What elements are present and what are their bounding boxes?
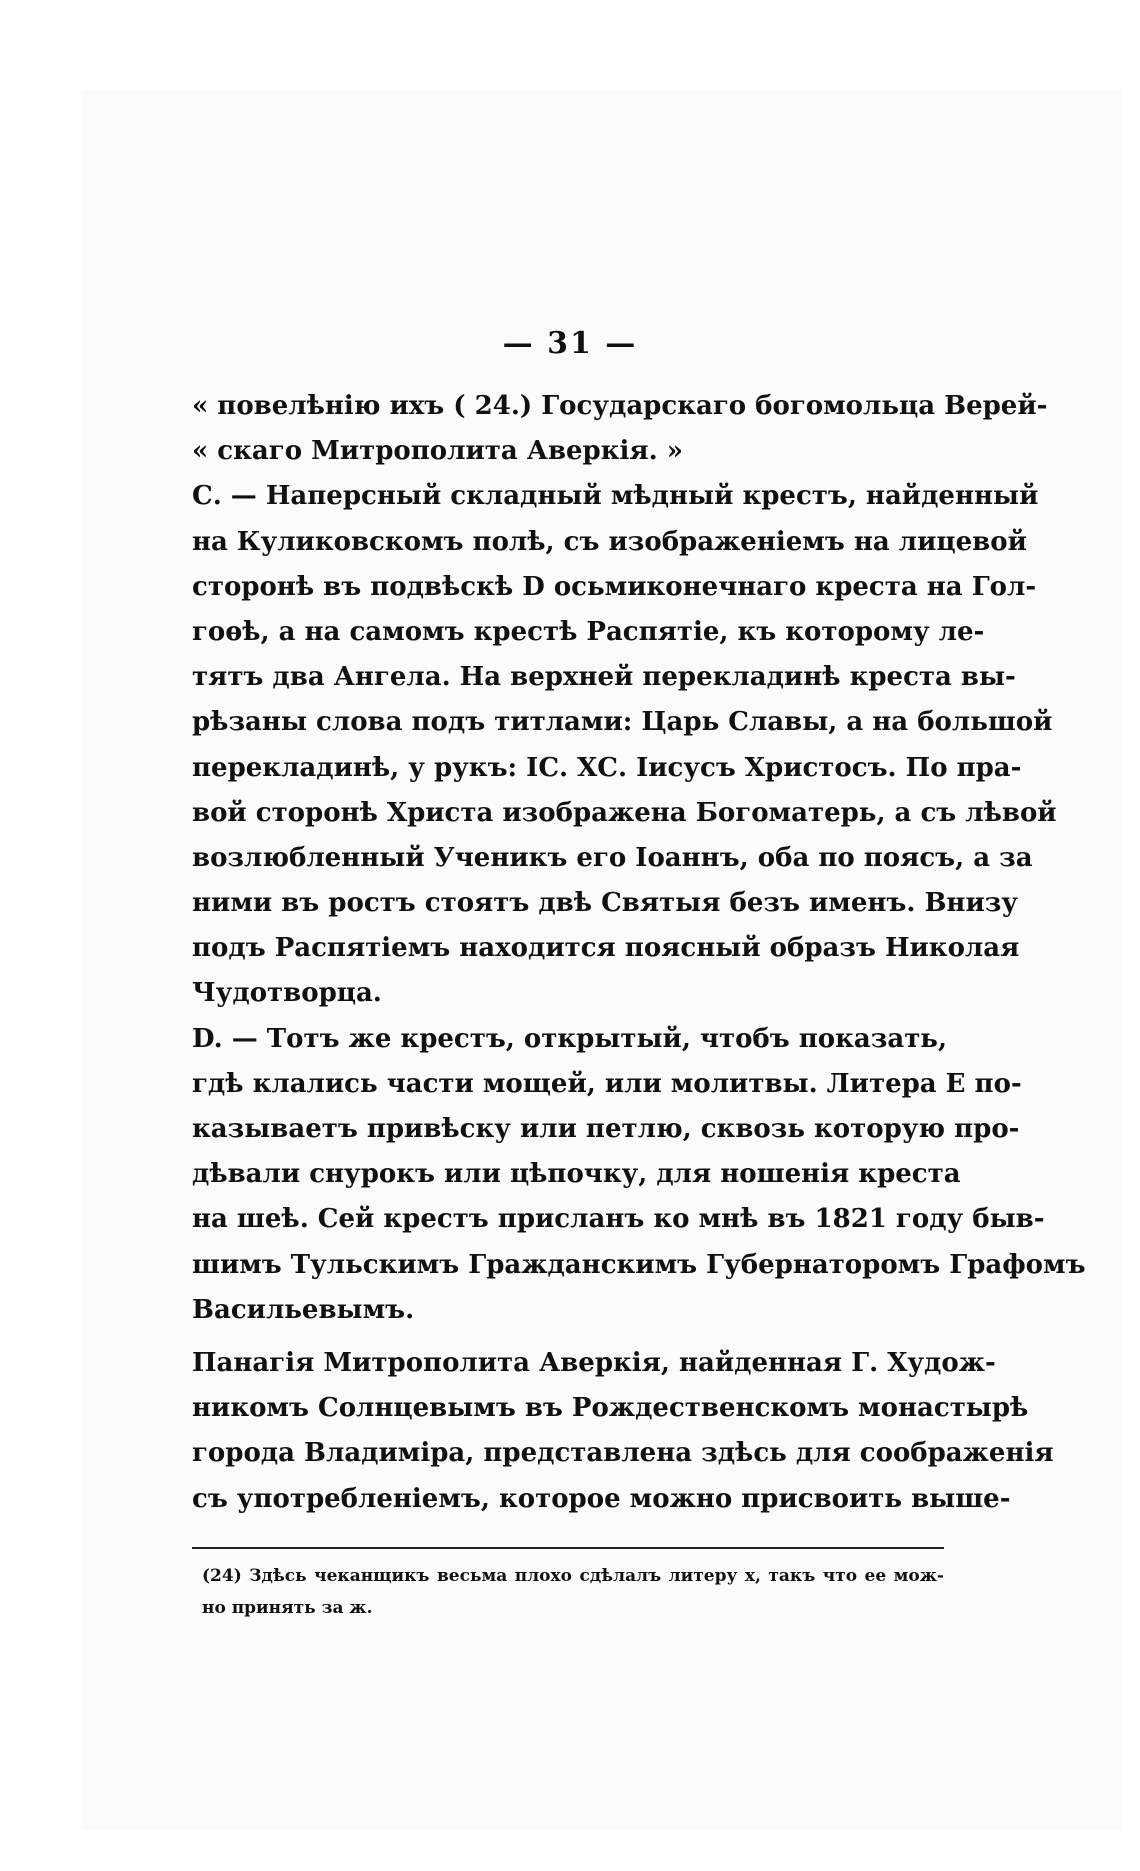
text-line: гоѳѣ, а на самомъ крестѣ Распятіе, къ которому ле-	[192, 616, 985, 647]
footnote-line: но принять за ж.	[202, 1598, 373, 1618]
text-line: подъ Распятіемъ находится поясный образъ Николая	[192, 933, 1020, 964]
text-line: города Владиміра, представлена здѣсь для соображенія	[192, 1438, 1054, 1469]
text-line: сторонѣ въ подвѣскѣ D осьмиконечнаго креста на Гол-	[192, 571, 1037, 602]
text-line: Панагія Митрополита Аверкія, найденная Г. Худож-	[192, 1347, 996, 1378]
paragraph-2	[192, 474, 1057, 1016]
text-line: шимъ Тульскимъ Гражданскимъ Губернаторомъ Графомъ	[192, 1249, 1086, 1280]
text-line: D. — Тотъ же крестъ, открытый, чтобъ показать,	[192, 1023, 948, 1054]
text-line: казываетъ привѣску или петлю, сквозь которую про-	[192, 1114, 1020, 1144]
text-line: дѣвали снурокъ или цѣпочку, для ношенія креста	[192, 1159, 961, 1190]
paragraph-3	[192, 1017, 1086, 1333]
text-line: на Куликовскомъ полѣ, съ изображеніемъ на лицевой	[192, 526, 1027, 557]
text-line: Чудотворца.	[192, 978, 382, 1009]
text-line: « скаго Митрополита Аверкія. »	[192, 436, 683, 467]
footnote	[202, 1560, 944, 1624]
footnote-line: (24) Здѣсь чеканщикъ весьма плохо сдѣлалъ литеру х, такъ что ее мож-	[202, 1566, 944, 1586]
text-line: рѣзаны слова подъ титлами: Царь Славы, а на большой	[192, 707, 1053, 738]
paragraph-spacer	[192, 1333, 944, 1341]
text-line: никомъ Солнцевымъ въ Рождественскомъ монастырѣ	[192, 1393, 1029, 1424]
text-line: съ употребленіемъ, которое можно присвоить выше-	[192, 1483, 1011, 1514]
text-line: возлюбленный Ученикъ его Іоаннъ, оба по поясъ, а за	[192, 842, 1033, 873]
main-text	[192, 384, 1086, 1522]
text-line: гдѣ клались части мощей, или молитвы. Литера Е по-	[192, 1068, 1022, 1099]
text-line: С. — Наперсный складный мѣдный крестъ, найденный	[192, 481, 1039, 512]
paragraph-4	[192, 1341, 1054, 1522]
footnote-divider	[192, 1547, 944, 1549]
paragraph-1	[192, 384, 1048, 474]
text-line: Васильевымъ.	[192, 1294, 415, 1325]
text-line: тятъ два Ангела. На верхней перекладинѣ креста вы-	[192, 662, 1016, 693]
text-line: ними въ ростъ стоятъ двѣ Святыя безъ именъ. Внизу	[192, 888, 1018, 919]
text-line: « повелѣнію ихъ ( 24.) Государскаго богомольца Верей-	[192, 391, 1048, 421]
text-line: на шеѣ. Сей крестъ присланъ ко мнѣ въ 1821 году быв-	[192, 1204, 1045, 1235]
page-number: — 31 —	[502, 326, 638, 361]
text-line: вой сторонѣ Христа изображена Богоматерь, а съ лѣвой	[192, 797, 1057, 828]
text-line: перекладинѣ, у рукъ: IС. ХС. Iисусъ Христосъ. По пра-	[192, 752, 1022, 783]
